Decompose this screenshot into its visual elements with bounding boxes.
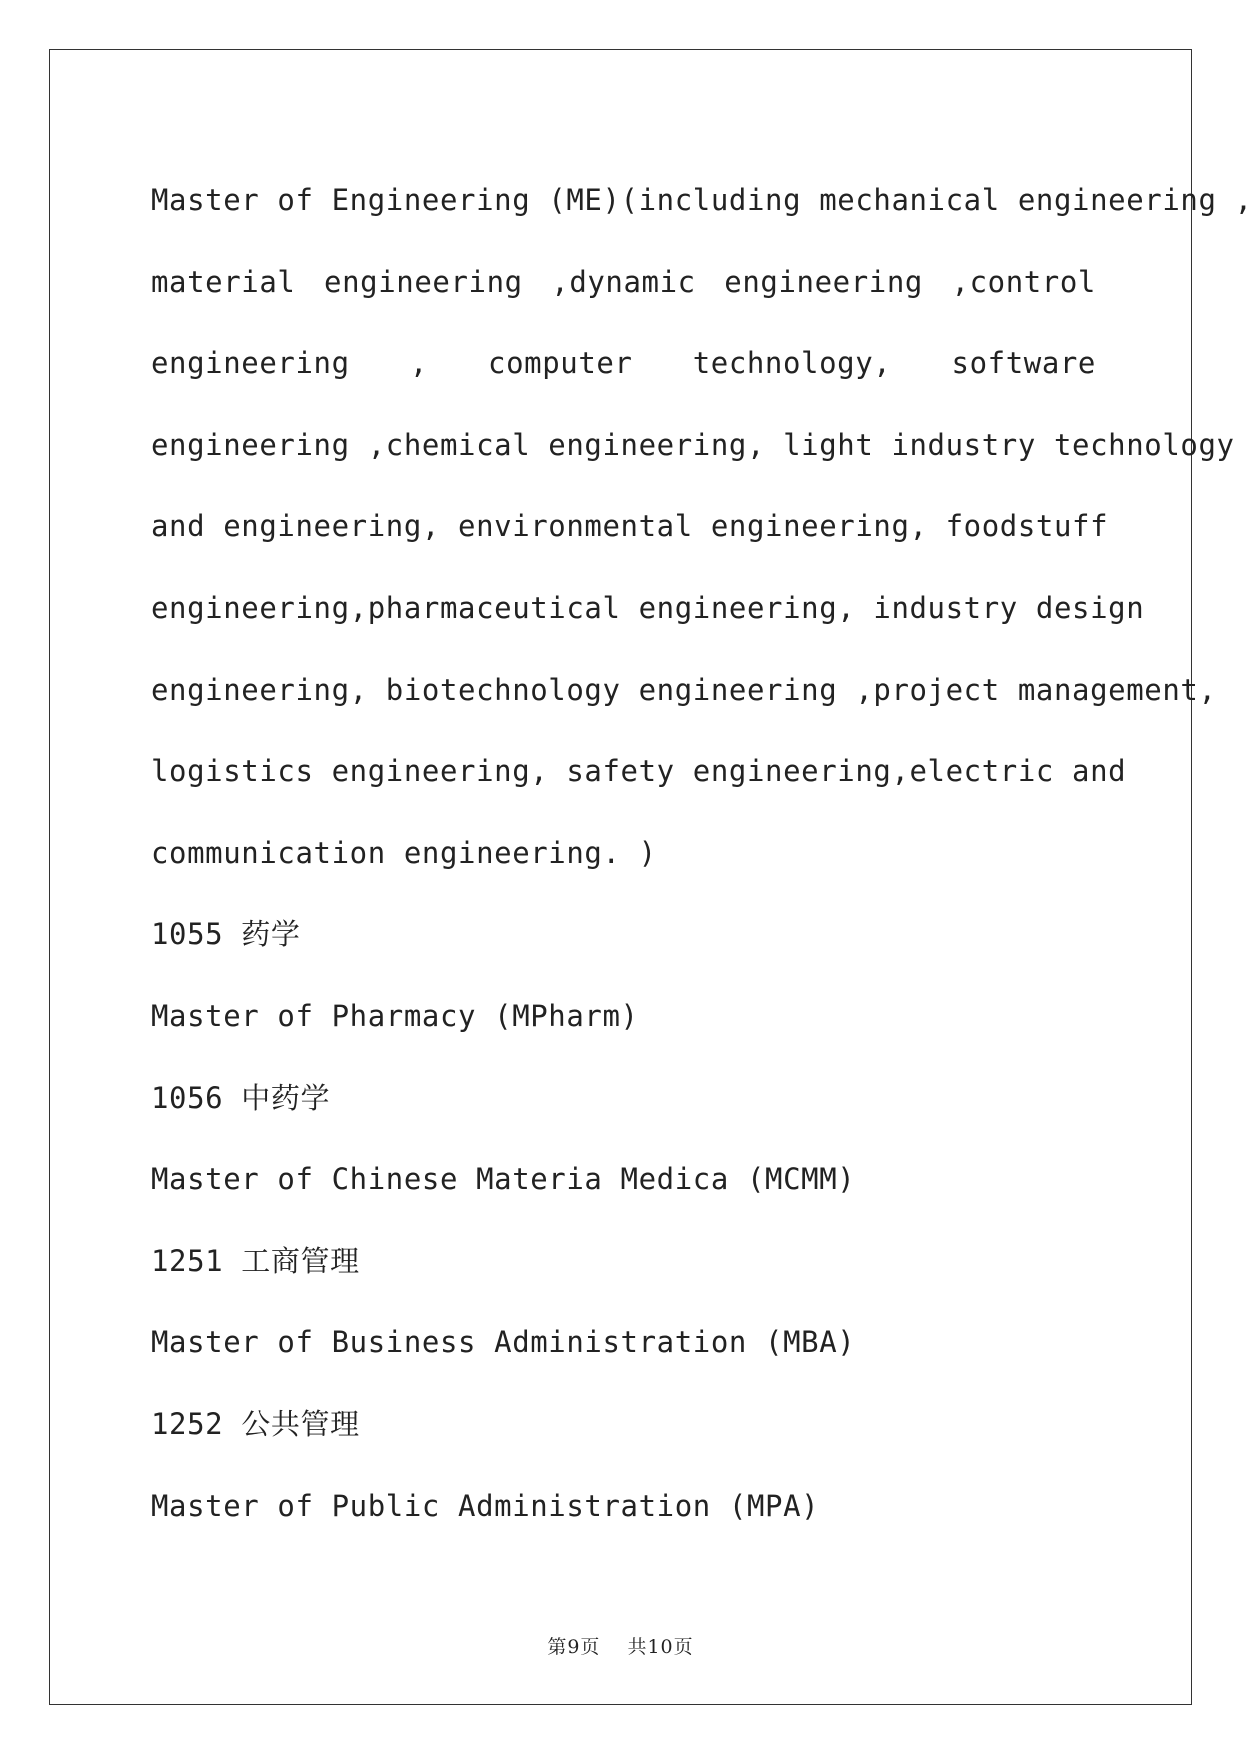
text-line: material engineering ,dynamic engineering ,control — [151, 264, 1096, 299]
degree-code-title: 1252 公共管理 — [151, 1406, 360, 1441]
master-of-engineering-paragraph — [151, 160, 1253, 894]
text-line: engineering , computer technology, software — [151, 346, 1096, 381]
page-footer — [0, 1632, 1241, 1659]
degree-code-title: 1251 工商管理 — [151, 1243, 360, 1278]
text-line: engineering, biotechnology engineering ,project management, — [151, 672, 1217, 707]
text-line: communication engineering. ) — [151, 835, 657, 870]
total-pages: 共10页 — [627, 1636, 694, 1658]
degree-english-name: Master of Pharmacy (MPharm) — [151, 998, 639, 1033]
text-line: engineering ,chemical engineering, light industry technology — [151, 427, 1235, 462]
text-line: and engineering, environmental engineering, foodstuff — [151, 509, 1109, 544]
degree-english-name: Master of Business Administration (MBA) — [151, 1325, 856, 1360]
degree-code-title: 1055 药学 — [151, 917, 301, 952]
document-body — [151, 160, 1253, 1547]
current-page-number: 第9页 — [547, 1636, 601, 1658]
text-line: logistics engineering, safety engineering,electric and — [151, 754, 1127, 789]
degree-english-name: Master of Chinese Materia Medica (MCMM) — [151, 1162, 856, 1197]
text-line: Master of Engineering (ME)(including mechanical engineering , — [151, 183, 1253, 217]
degree-english-name: Master of Public Administration (MPA) — [151, 1488, 820, 1523]
text-line: engineering,pharmaceutical engineering, industry design — [151, 590, 1145, 625]
degree-code-title: 1056 中药学 — [151, 1080, 331, 1115]
